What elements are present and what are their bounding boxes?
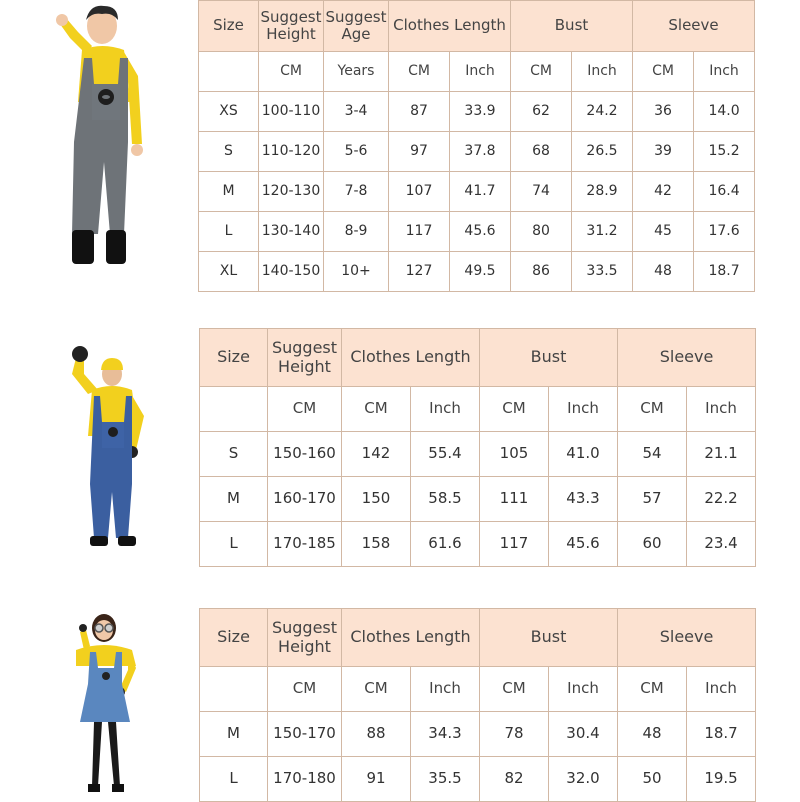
cell-size: S	[199, 132, 259, 172]
cell: 48	[633, 252, 694, 292]
cell: 16.4	[694, 172, 755, 212]
cell: 130-140	[259, 212, 324, 252]
cell: 100-110	[259, 92, 324, 132]
cell: 18.7	[687, 712, 756, 757]
table-row	[199, 172, 755, 212]
table-row	[200, 757, 756, 802]
cell: 117	[389, 212, 450, 252]
cell: 22.2	[687, 477, 756, 522]
unit-length-cm: CM	[342, 667, 411, 712]
cell: 111	[480, 477, 549, 522]
table-row	[199, 92, 755, 132]
unit-height: CM	[268, 387, 342, 432]
cell: 34.3	[411, 712, 480, 757]
header-sleeve: Sleeve	[618, 329, 756, 387]
cell-size: L	[200, 757, 268, 802]
cell: 33.5	[572, 252, 633, 292]
header-size: Size	[199, 1, 259, 52]
unit-sleeve-cm: CM	[618, 667, 687, 712]
cell: 45.6	[549, 522, 618, 567]
cell-size: M	[200, 712, 268, 757]
cell: 105	[480, 432, 549, 477]
cell-size: M	[199, 172, 259, 212]
cell: 140-150	[259, 252, 324, 292]
cell: 60	[618, 522, 687, 567]
cell: 7-8	[324, 172, 389, 212]
unit-bust-inch: Inch	[549, 387, 618, 432]
header-clothes-length: Clothes Length	[342, 329, 480, 387]
cell: 14.0	[694, 92, 755, 132]
cell-size: L	[199, 212, 259, 252]
cell-size: S	[200, 432, 268, 477]
cell: 120-130	[259, 172, 324, 212]
cell: 82	[480, 757, 549, 802]
cell: 170-180	[268, 757, 342, 802]
cell: 150-160	[268, 432, 342, 477]
cell: 39	[633, 132, 694, 172]
cell: 74	[511, 172, 572, 212]
cell: 57	[618, 477, 687, 522]
cell: 86	[511, 252, 572, 292]
cell: 87	[389, 92, 450, 132]
header-sleeve: Sleeve	[633, 1, 755, 52]
cell: 24.2	[572, 92, 633, 132]
cell-size: M	[200, 477, 268, 522]
table-row	[200, 522, 756, 567]
header-size: Size	[200, 609, 268, 667]
unit-sleeve-inch: Inch	[687, 667, 756, 712]
cell: 45.6	[450, 212, 511, 252]
cell: 33.9	[450, 92, 511, 132]
cell: 160-170	[268, 477, 342, 522]
cell: 41.0	[549, 432, 618, 477]
header-clothes-length: Clothes Length	[389, 1, 511, 52]
cell: 91	[342, 757, 411, 802]
unit-bust-cm: CM	[480, 387, 549, 432]
cell: 21.1	[687, 432, 756, 477]
table-row	[200, 477, 756, 522]
unit-height: CM	[268, 667, 342, 712]
cell: 58.5	[411, 477, 480, 522]
cell: 45	[633, 212, 694, 252]
adult-size-chart	[199, 328, 756, 567]
unit-blank	[200, 667, 268, 712]
header-bust: Bust	[511, 1, 633, 52]
table-row	[199, 212, 755, 252]
kids-size-chart	[198, 0, 755, 292]
cell: 54	[618, 432, 687, 477]
cell: 62	[511, 92, 572, 132]
unit-age: Years	[324, 52, 389, 92]
cell: 5-6	[324, 132, 389, 172]
unit-sleeve-inch: Inch	[694, 52, 755, 92]
cell: 43.3	[549, 477, 618, 522]
unit-bust-cm: CM	[480, 667, 549, 712]
cell: 18.7	[694, 252, 755, 292]
cell: 30.4	[549, 712, 618, 757]
cell: 127	[389, 252, 450, 292]
cell: 55.4	[411, 432, 480, 477]
cell: 36	[633, 92, 694, 132]
unit-sleeve-cm: CM	[618, 387, 687, 432]
header-suggest-age: Suggest Age	[324, 1, 389, 52]
cell: 88	[342, 712, 411, 757]
header-bust: Bust	[480, 329, 618, 387]
unit-blank	[199, 52, 259, 92]
unit-length-inch: Inch	[411, 667, 480, 712]
header-bust: Bust	[480, 609, 618, 667]
header-suggest-height: Suggest Height	[259, 1, 324, 52]
cell: 117	[480, 522, 549, 567]
cell: 41.7	[450, 172, 511, 212]
women-size-chart	[199, 608, 756, 802]
unit-sleeve-cm: CM	[633, 52, 694, 92]
cell: 42	[633, 172, 694, 212]
woman-minion-costume-image	[66, 610, 146, 800]
unit-bust-inch: Inch	[572, 52, 633, 92]
cell: 150	[342, 477, 411, 522]
table-row	[200, 712, 756, 757]
cell-size: L	[200, 522, 268, 567]
cell: 35.5	[411, 757, 480, 802]
cell: 78	[480, 712, 549, 757]
cell: 158	[342, 522, 411, 567]
unit-bust-cm: CM	[511, 52, 572, 92]
cell: 48	[618, 712, 687, 757]
header-suggest-height: Suggest Height	[268, 609, 342, 667]
cell: 23.4	[687, 522, 756, 567]
cell: 97	[389, 132, 450, 172]
table-row	[200, 432, 756, 477]
table-row	[199, 132, 755, 172]
cell: 170-185	[268, 522, 342, 567]
unit-blank	[200, 387, 268, 432]
unit-length-inch: Inch	[411, 387, 480, 432]
cell-size: XS	[199, 92, 259, 132]
unit-bust-inch: Inch	[549, 667, 618, 712]
cell: 50	[618, 757, 687, 802]
cell: 150-170	[268, 712, 342, 757]
unit-sleeve-inch: Inch	[687, 387, 756, 432]
cell: 107	[389, 172, 450, 212]
cell: 142	[342, 432, 411, 477]
table-row	[199, 252, 755, 292]
cell: 19.5	[687, 757, 756, 802]
header-suggest-height: Suggest Height	[268, 329, 342, 387]
boy-minion-costume-image	[40, 2, 160, 272]
cell: 26.5	[572, 132, 633, 172]
unit-length-cm: CM	[342, 387, 411, 432]
man-minion-costume-image	[58, 344, 158, 554]
cell: 61.6	[411, 522, 480, 567]
cell-size: XL	[199, 252, 259, 292]
cell: 28.9	[572, 172, 633, 212]
header-sleeve: Sleeve	[618, 609, 756, 667]
cell: 110-120	[259, 132, 324, 172]
cell: 49.5	[450, 252, 511, 292]
cell: 8-9	[324, 212, 389, 252]
header-size: Size	[200, 329, 268, 387]
unit-height: CM	[259, 52, 324, 92]
cell: 3-4	[324, 92, 389, 132]
unit-length-cm: CM	[389, 52, 450, 92]
cell: 10+	[324, 252, 389, 292]
cell: 68	[511, 132, 572, 172]
cell: 80	[511, 212, 572, 252]
cell: 37.8	[450, 132, 511, 172]
header-clothes-length: Clothes Length	[342, 609, 480, 667]
cell: 17.6	[694, 212, 755, 252]
unit-length-inch: Inch	[450, 52, 511, 92]
cell: 15.2	[694, 132, 755, 172]
cell: 31.2	[572, 212, 633, 252]
cell: 32.0	[549, 757, 618, 802]
